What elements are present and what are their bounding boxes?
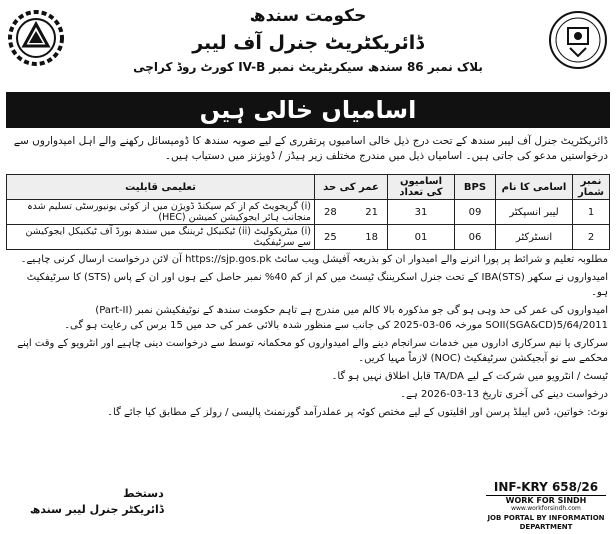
table-header-row [7,175,610,200]
row-age [315,200,388,225]
header-sn: نمبر شمار [573,175,610,200]
table-row [7,225,610,250]
note-item: سرکاری یا نیم سرکاری اداروں میں خدمات سرانجام دینے والے امیدواروں کو محکمانہ توسط سے درخواست دینی چاہیے اور انٹرویو کے وقت اپنے محکمے سے نو آبجیکشن سرٹیفکیٹ (NOC) لازماً مہیا کریں۔ [17,338,608,364]
row-age [315,225,388,250]
header-post: اسامی کا نام [496,175,573,200]
header-age: عمر کی حد [315,175,388,200]
note-item: امیدواروں کی عمر کی حد وہی ہو گی جو مذکورہ بالا کالم میں مندرج ہے تاہم حکومت سندھ کے نوٹیفکیشن نمبر (Part-II) SOII(SGA&CD)5/64/2011 مورخہ 06-03-2025 کی جانب سے منظور شدہ بالائی عمر کی حد میں 15 برس کی رعایت ہو گی۔ [64,305,608,331]
row-qualification: (i) میٹریکولیٹ (ii) ٹیکنیکل ٹریننگ میں سندھ بورڈ آف ٹیکنیکل ایجوکیشن سے سرٹیفکیٹ [7,225,315,250]
row-sn: 1 [573,200,610,225]
vacancies-table [6,174,610,250]
row-age-max: 28 [324,206,337,218]
row-bps: 09 [455,200,496,225]
row-bps: 06 [455,225,496,250]
note-item: درخواست دینے کی آخری تاریخ 13-03-2026 ہے۔ [400,389,608,400]
signature-label: دستخط [123,487,164,500]
labour-department-logo [8,10,64,66]
row-age-min: 18 [365,231,378,243]
row-age-max: 25 [324,231,337,243]
job-portal-text: JOB PORTAL BY INFORMATION DEPARTMENT [487,514,605,531]
work-for-sindh-tagline: WORK FOR SINDH [486,495,606,505]
sindh-government-emblem [548,10,608,70]
signature-block [30,486,164,518]
row-post: انسٹرکٹر [496,225,573,250]
advert-code-box [486,480,606,532]
header-qualification: تعلیمی قابلیت [7,175,315,200]
row-count: 31 [388,200,455,225]
header-count: اسامیوں کی تعداد [388,175,455,200]
table-row [7,200,610,225]
directorate-title: ڈائریکٹریٹ جنرل آف لیبر [192,32,424,54]
note-item: نوٹ: خواتین، ڈس ایبلڈ پرسن اور اقلیتوں کے لیے مختص کوٹہ پر عملدرآمد گورنمنٹ پالیسی / رولز کے مطابق کیا جائے گا۔ [107,407,608,418]
signature-title: ڈائریکٹر جنرل لیبر سندھ [30,503,164,516]
row-count: 01 [388,225,455,250]
advert-code: INF-KRY 658/26 [493,480,599,494]
government-title: حکومت سندھ [249,6,367,26]
note-item: امیدواروں نے سکھر IBA(STS) کے تحت جنرل اسکریننگ ٹیسٹ میں کم از کم 40% نمبر حاصل کیے ہوں اور ان کے پاس (STS) کا سرٹیفکیٹ ہو۔ [26,272,608,298]
vacancies-banner: اسامیاں خالی ہیں [6,92,610,128]
note-item: ٹیسٹ / انٹرویو میں شرکت کے لیے TA/DA قابل اطلاق نہیں ہو گا۔ [331,371,608,382]
row-age-min: 21 [365,206,378,218]
row-qualification: (i) گریجویٹ کم از کم سیکنڈ ڈویژن میں از کوئی یونیورسٹی تسلیم شدہ منجانب ہائر ایجوکیشن کمیشن (HEC) [7,200,315,225]
notes-list [8,252,608,423]
note-item: مطلوبہ تعلیم و شرائط پر پورا اترنے والے امیدوار ان کو بذریعہ آفیشل ویب سائٹ https://sjp.gos.pk آن لائن درخواست ارسال کرنی چاہیے۔ [20,254,608,265]
row-sn: 2 [573,225,610,250]
work-for-sindh-website: www.workforsindh.com [511,505,581,512]
header-bps: BPS [455,175,496,200]
row-post: لیبر انسپکٹر [496,200,573,225]
office-address: بلاک نمبر 86 سندھ سیکریٹریٹ نمبر IV-B کورٹ روڈ کراچی [133,60,483,74]
intro-paragraph: ڈائریکٹریٹ جنرل آف لیبر سندھ کے تحت درج ذیل خالی اسامیوں پرتقرری کے لیے صوبہ سندھ کا ڈومیسائل رکھنے والے اہل امیدواروں سے درخواستیں مدعو کی جاتی ہیں۔ اسامیاں ذیل میں مندرج مختلف زیر ہیڈز / ڈویژنز میں دستیاب ہیں۔ [13,135,608,162]
